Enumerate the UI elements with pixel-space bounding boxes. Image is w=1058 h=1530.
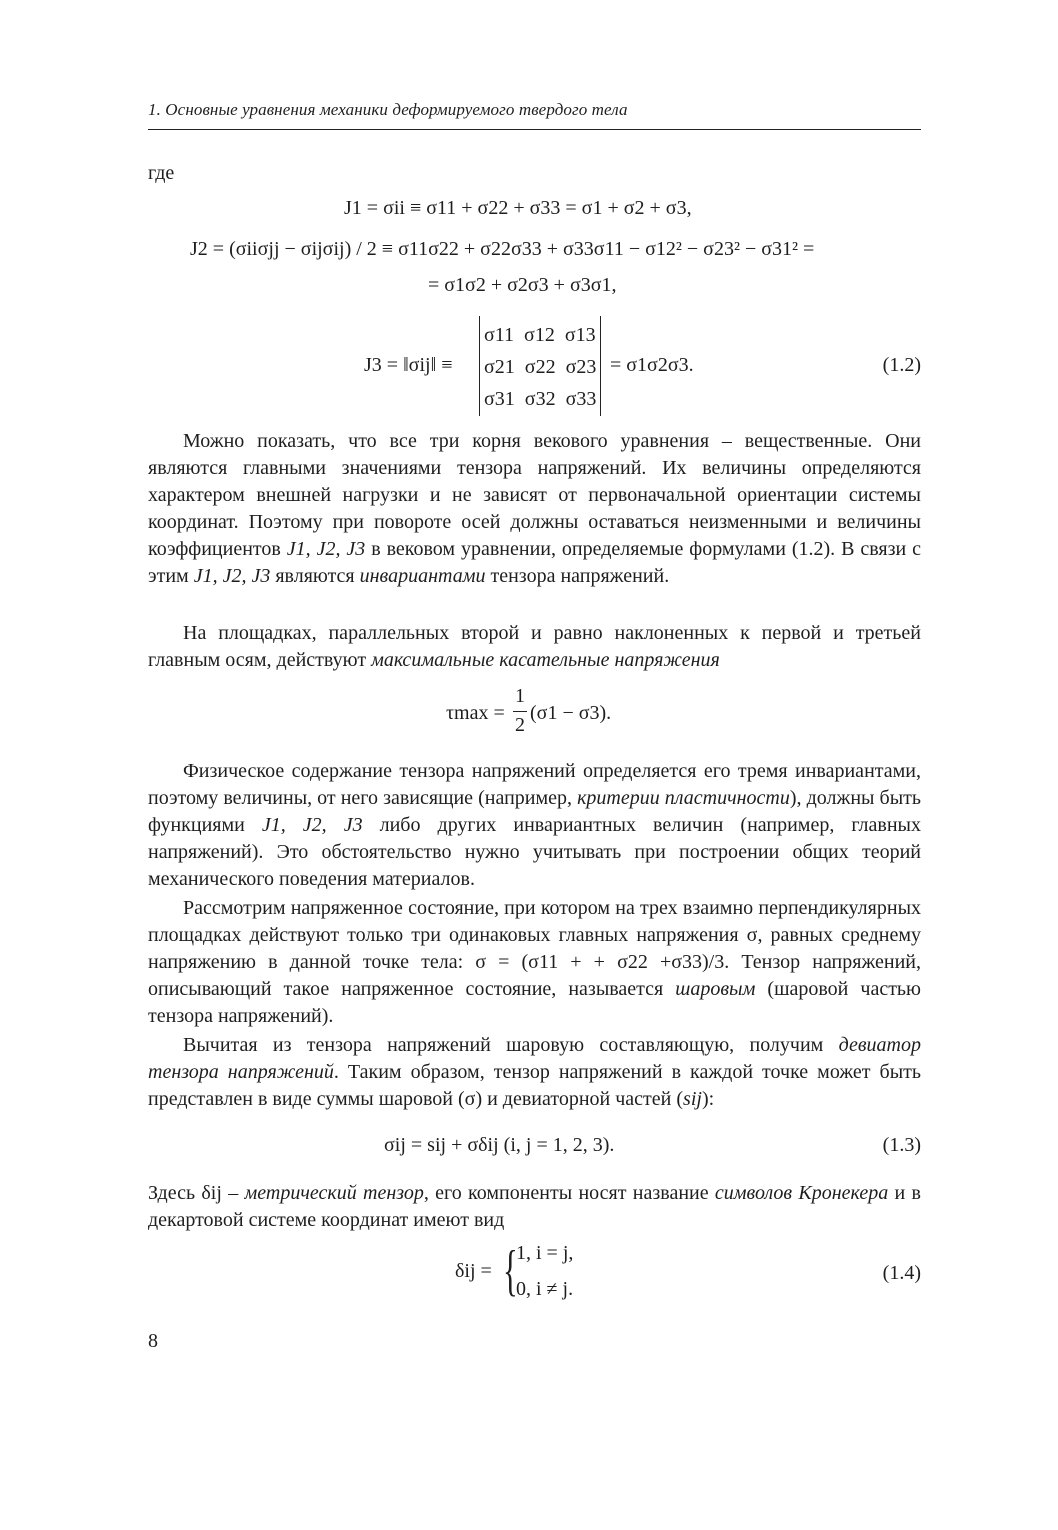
text-run: На площадках, параллельных второй и равно наклоненных к первой и третьей главным осям, действуют [148, 622, 921, 671]
term-invariants: инвариантами [359, 565, 486, 587]
det-cell: σ31 [484, 388, 515, 410]
text-run: , его компоненты носят название [423, 1182, 715, 1204]
paragraph-invariants [148, 428, 921, 590]
term-metric-tensor: метрический тензор [244, 1182, 424, 1204]
det-row-3 [484, 388, 596, 411]
term-kronecker-symbols: символов Кронекера [714, 1182, 889, 1204]
det-cell: σ21 [484, 356, 515, 378]
intro-word-text: где [148, 162, 175, 184]
left-brace: { [503, 1240, 518, 1302]
formula-delta-lhs: δij = [455, 1260, 492, 1282]
term-max-shear: максимальные касательные напряжения [371, 649, 720, 671]
text-run: являются [270, 565, 360, 587]
formula-j2-line2: = σ1σ2 + σ2σ3 + σ3σ1, [428, 274, 617, 296]
text-run: тензора напряжений. [485, 565, 670, 587]
text-run: Вычитая из тензора напряжений шаровую составляющую, получим [183, 1034, 839, 1056]
text-run: Физическое содержание тензора напряжений определяется его тремя инвариантами, поэтому величины, от него зависящие (например, [148, 760, 921, 809]
det-cell: σ32 [524, 388, 556, 410]
text-run-math: J1, J2, J3 [286, 538, 366, 560]
formula-tau-max-lhs: τmax = [446, 702, 505, 724]
fraction-numerator: 1 [515, 685, 525, 707]
text-run: и в декартовой системе координат имеют вид [148, 1182, 921, 1231]
paragraph-kronecker [148, 1180, 921, 1234]
formula-j2-line1: J2 = (σiiσjj − σijσij) / 2 ≡ σ11σ22 + σ22σ33 + σ33σ11 − σ12² − σ23² − σ31² = [190, 238, 815, 260]
formula-tau-max-rhs: (σ1 − σ3). [530, 702, 612, 724]
det-row-1 [484, 324, 596, 347]
equation-number-1-2: (1.2) [882, 354, 921, 376]
paragraph-deviator [148, 1032, 921, 1113]
formula-j1: J1 = σii ≡ σ11 + σ22 + σ33 = σ1 + σ2 + σ3, [344, 197, 692, 219]
det-cell: σ23 [565, 356, 597, 378]
det-cell: σ11 [484, 324, 515, 346]
header-rule [148, 129, 921, 130]
paragraph-spherical [148, 895, 921, 1030]
page-number: 8 [148, 1330, 158, 1352]
running-header: 1. Основные уравнения механики деформируемого твердого тела [148, 100, 628, 119]
fraction-denominator: 2 [515, 714, 525, 736]
text-run-math: sij [683, 1088, 702, 1110]
term-deviator: девиатор тензора напряжений [148, 1034, 921, 1083]
intro-word [148, 160, 921, 187]
formula-delta-case1: 1, i = j, [516, 1242, 574, 1264]
det-cell: σ33 [565, 388, 597, 410]
text-run: . Таким образом, тензор напряжений в каждой точке может быть представлен в виде суммы шаровой (σ) и девиаторной частей ( [148, 1061, 921, 1110]
det-row-2 [484, 356, 596, 379]
j3-determinant [479, 316, 601, 416]
formula-j3-rhs: = σ1σ2σ3. [610, 354, 694, 376]
term-spherical: шаровым [675, 978, 756, 1000]
equation-number-1-4: (1.4) [882, 1262, 921, 1284]
text-run: Можно показать, что все три корня векового уравнения – вещественные. Они являются главными значениями тензора напряжений. Их величины определяются характером внешней нагрузки и не зависят от первоначальной ориентации системы координат. Поэтому при повороте осей должны оставаться неизменными и величины коэффициентов [148, 430, 921, 560]
det-cell: σ13 [564, 324, 596, 346]
det-cell: σ22 [524, 356, 556, 378]
text-run: ), должны быть функциями [148, 787, 921, 836]
det-cell: σ12 [524, 324, 555, 346]
text-run: Здесь δij – [148, 1182, 245, 1204]
paragraph-physical-meaning [148, 758, 921, 893]
formula-delta-case2: 0, i ≠ j. [516, 1278, 574, 1300]
term-plasticity-criteria: критерии пластичности [577, 787, 790, 809]
text-run: Рассмотрим напряженное состояние, при котором на трех взаимно перпендикулярных площадках действуют только три одинаковых главных напряжения σ, равных среднему напряжению в данной точке тела: σ = (σ11 + + σ22 +σ33)/3. Тензор напряжений, описывающий такое напряженное состояние, называется [148, 897, 921, 1000]
text-run: ): [701, 1088, 715, 1110]
paragraph-max-shear [148, 620, 921, 674]
text-run-math: J1, J2, J3 [261, 814, 363, 836]
formula-j3-lhs: J3 = ‖σij‖ ≡ [364, 354, 453, 376]
formula-decomposition: σij = sij + σδij (i, j = 1, 2, 3). [384, 1134, 615, 1156]
text-run: либо других инвариантных величин (например, главных напряжений). Это обстоятельство нужно учитывать при построении общих теорий механического поведения материалов. [148, 814, 921, 890]
equation-number-1-3: (1.3) [882, 1134, 921, 1156]
text-run-math: J1, J2, J3 [193, 565, 271, 587]
fraction-bar [513, 711, 527, 712]
text-run: в вековом уравнении, определяемые формулами (1.2). В связи с этим [148, 538, 922, 587]
text-run: (шаровой частью тензора напряжений). [148, 978, 921, 1027]
